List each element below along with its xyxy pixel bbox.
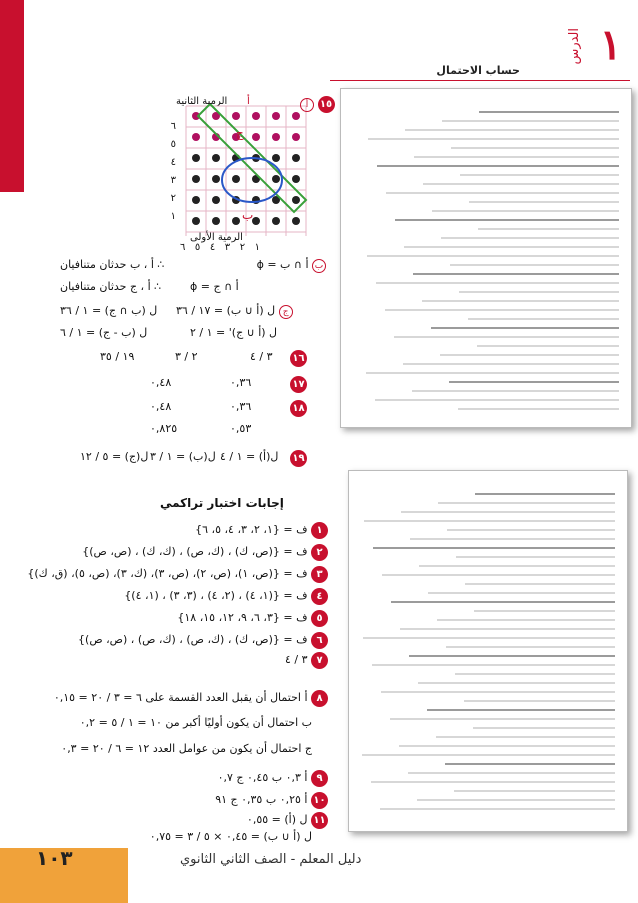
- answer-row: [177, 610, 328, 627]
- thumbnail-text-line: [391, 601, 615, 603]
- q18-d: ٠,٨٢٥: [150, 422, 178, 435]
- q16-b: ٢ / ٣: [175, 350, 198, 363]
- thumbnail-text-line: [445, 763, 615, 765]
- answer-number: ٦: [311, 632, 328, 649]
- answer-row: [215, 792, 328, 809]
- thumbnail-text-line: [441, 237, 619, 239]
- thumbnail-text-line: [400, 628, 615, 630]
- thumbnail-text-line: [382, 574, 615, 576]
- grid-dot: [252, 112, 260, 120]
- answer-row: [285, 652, 328, 669]
- thumbnail-text-line: [362, 754, 615, 756]
- dice-grid-figure: [176, 104, 334, 244]
- thumbnail-text-line: [373, 547, 615, 549]
- thumbnail-text-line: [412, 390, 619, 392]
- point-j-label: ج: [236, 126, 244, 140]
- q15-c-row: ج ل (أ ∪ ب) = ١٧ / ٣٦: [176, 304, 293, 319]
- answer-text: ل (أ ∪ ب) = ٠,٤٥ × ٥ / ٣ = ٠,٧٥: [149, 830, 312, 843]
- grid-dot: [232, 112, 240, 120]
- thumbnail-text-line: [419, 565, 615, 567]
- lesson-word: الدرس: [567, 28, 582, 65]
- thumbnail-text-line: [417, 799, 615, 801]
- thumbnail-text-line: [478, 228, 619, 230]
- thumbnail-text-line: [401, 511, 615, 513]
- grid-dot: [232, 217, 240, 225]
- answer-number: ٧: [311, 652, 328, 669]
- answer-number: ١١: [311, 812, 328, 829]
- grid-dot: [212, 196, 220, 204]
- q15-b2-left: ∴ أ ، ج حدثان متنافيان: [60, 280, 162, 293]
- answer-number: ١: [311, 522, 328, 539]
- thumbnail-text-line: [390, 718, 615, 720]
- grid-dot: [192, 196, 200, 204]
- grid-dot: [192, 154, 200, 162]
- thumbnail-text-line: [405, 129, 619, 131]
- q17-num: ١٧: [290, 376, 307, 393]
- grid-dot: [232, 175, 240, 183]
- thumbnail-text-line: [381, 691, 615, 693]
- thumbnail-text-line: [428, 592, 615, 594]
- thumbnail-text-line: [469, 201, 619, 203]
- answer-text: ف = {(ص، ك) ، (ك، ص) ، (ك، ص) ، (ص، ص)}: [78, 633, 308, 646]
- answer-row: [78, 632, 328, 649]
- red-side-tab: [0, 0, 24, 192]
- y-ticks: ٦ ٥ ٤ ٣ ٢ ١: [170, 121, 176, 222]
- grid-dot: [272, 112, 280, 120]
- grid-dot: [272, 175, 280, 183]
- answer-text: ف = {١، ٢، ٣، ٤، ٥، ٦}: [195, 523, 308, 536]
- thumbnail-page-151: [340, 88, 632, 428]
- thumbnail-text-line: [451, 147, 619, 149]
- q16-num: ١٦: [290, 350, 307, 367]
- thumbnail-text-line: [446, 646, 615, 648]
- grid-dot: [192, 175, 200, 183]
- answer-row: [80, 716, 312, 729]
- q17-b: ٠,٤٨: [150, 376, 172, 389]
- grid-dot: [252, 133, 260, 141]
- thumbnail-text-line: [394, 336, 619, 338]
- grid-dot: [272, 154, 280, 162]
- thumbnail-text-line: [399, 745, 615, 747]
- grid-dot: [292, 112, 300, 120]
- thumbnail-text-line: [368, 138, 619, 140]
- grid-dot: [272, 133, 280, 141]
- grid-dot: [292, 217, 300, 225]
- answer-row: [124, 588, 328, 605]
- thumbnail-text-line: [454, 790, 615, 792]
- q15-header: [300, 96, 335, 113]
- thumbnail-text-line: [465, 583, 615, 585]
- answer-row: [54, 690, 328, 707]
- answer-number: ١٠: [311, 792, 328, 809]
- q15-c-left: ل (ب ∩ ج) = ١ / ٣٦: [60, 304, 158, 317]
- point-a-label: أ: [247, 96, 250, 107]
- answer-number: ٣: [311, 566, 328, 583]
- thumbnail-text-line: [376, 282, 619, 284]
- answer-text: ٣ / ٤: [284, 653, 308, 666]
- thumbnail-text-line: [427, 709, 615, 711]
- answer-text: أ ٠,٢٥ ب ٠,٣٥ ج ٩١: [215, 793, 308, 806]
- footer-text: دليل المعلم - الصف الثاني الثانوي: [180, 852, 362, 867]
- thumbnail-text-line: [380, 808, 615, 810]
- thumbnail-text-line: [438, 502, 615, 504]
- grid-dot: [272, 217, 280, 225]
- q15-b-row: ب أ ∩ ب = ϕ: [176, 258, 326, 273]
- answer-row: [61, 742, 312, 755]
- q18-c: ٠,٥٣: [230, 422, 252, 435]
- thumbnail-text-line: [410, 538, 615, 540]
- grid-dot: [292, 133, 300, 141]
- answer-row: [82, 544, 328, 561]
- q15-c2-left: ل (ب - ج) = ١ / ٦: [60, 326, 148, 339]
- q15-b-left: ∴ أ ، ب حدثان متنافيان: [60, 258, 165, 271]
- q19-c: ل(ج) = ٥ / ١٢: [80, 450, 149, 463]
- page-number: ١٠٣: [36, 846, 73, 870]
- lesson-number: ١: [599, 20, 622, 69]
- thumbnail-page-152: [348, 470, 628, 832]
- thumbnail-text-line: [473, 727, 615, 729]
- q19-a: ل(أ) = ١ / ٤: [220, 450, 279, 463]
- thumbnail-text-line: [377, 165, 619, 167]
- thumbnail-text-line: [409, 655, 615, 657]
- thumbnail-text-line: [363, 637, 615, 639]
- thumbnail-text-line: [442, 120, 619, 122]
- answer-row: [218, 770, 328, 787]
- thumbnail-text-line: [474, 610, 615, 612]
- answer-text: ف = {(ص، ١)، (ص، ٢)، (ص، ٣)، (ك، ٣)، (ص، ٥)، (ق، ك)}: [27, 567, 308, 580]
- thumbnail-text-line: [404, 246, 619, 248]
- grid-dot: [212, 175, 220, 183]
- grid-dot: [192, 133, 200, 141]
- thumbnail-text-line: [436, 736, 615, 738]
- thumbnail-text-line: [464, 700, 615, 702]
- thumbnail-text-line: [366, 372, 619, 374]
- answer-number: ٨: [311, 690, 328, 707]
- q19-num: ١٩: [290, 450, 307, 467]
- header-divider: [330, 80, 630, 81]
- grid-dot: [292, 196, 300, 204]
- thumbnail-text-line: [447, 529, 615, 531]
- thumbnail-text-line: [408, 772, 615, 774]
- lesson-header: [520, 22, 630, 82]
- answer-text: ف = {(ص، ك) ، (ك، ص) ، (ك، ك) ، (ص، ص)}: [82, 545, 308, 558]
- thumbnail-text-line: [375, 399, 619, 401]
- thumbnail-text-line: [440, 354, 619, 356]
- answer-row: [150, 830, 312, 843]
- thumbnail-text-line: [403, 363, 619, 365]
- point-b-label: ب: [242, 208, 254, 222]
- thumbnail-text-line: [437, 619, 615, 621]
- thumbnail-text-line: [449, 381, 619, 383]
- thumbnail-text-line: [459, 291, 619, 293]
- thumbnail-text-line: [364, 520, 615, 522]
- thumbnail-text-line: [418, 682, 615, 684]
- q18-num: ١٨: [290, 400, 307, 417]
- thumbnail-text-line: [458, 408, 619, 410]
- question-number: ١٥: [318, 96, 335, 113]
- q18-b: ٠,٤٨: [150, 400, 172, 413]
- answer-number: ٩: [311, 770, 328, 787]
- answer-text: ف = {٣، ٦، ٩، ١٢، ١٥، ١٨}: [177, 611, 308, 624]
- answer-text: ل (أ) = ٠,٥٥: [246, 813, 308, 826]
- label-first-throw: الرمية الأولى: [190, 232, 243, 243]
- answer-text: أ ٠,٣ ب ٠,٤٥ ج ٠,٧: [217, 771, 308, 784]
- grid-dot: [192, 217, 200, 225]
- grid-dot: [292, 175, 300, 183]
- thumbnail-text-line: [423, 183, 619, 185]
- thumbnail-text-line: [455, 673, 615, 675]
- q17-a: ٠,٣٦: [230, 376, 252, 389]
- thumbnail-text-line: [450, 264, 619, 266]
- q15-c2-row: ل (أ ∪ ج)' = ١ / ٢: [190, 326, 278, 339]
- grid-dot: [212, 217, 220, 225]
- thumbnail-text-line: [468, 318, 619, 320]
- thumbnail-text-line: [479, 111, 619, 113]
- answer-number: ٥: [311, 610, 328, 627]
- thumbnail-text-line: [431, 327, 619, 329]
- q18-a: ٠,٣٦: [230, 400, 252, 413]
- answer-number: ٢: [311, 544, 328, 561]
- thumbnail-text-line: [422, 300, 619, 302]
- section-title: إجابات اختبار تراكمي: [160, 496, 284, 510]
- thumbnail-text-line: [475, 493, 615, 495]
- q19-b: ل(ب) = ١ / ٣: [150, 450, 216, 463]
- thumbnail-text-line: [456, 556, 615, 558]
- x-ticks: ١ ٢ ٣ ٤ ٥ ٦: [180, 242, 260, 253]
- thumbnail-text-line: [477, 345, 619, 347]
- q16-a: ٣ / ٤: [250, 350, 273, 363]
- answer-text: أ احتمال أن يقبل العدد القسمة على ٦ = ٣ / ٢٠ = ٠,١٥: [53, 691, 308, 704]
- option-badge: أ: [300, 98, 314, 112]
- thumbnail-text-line: [372, 664, 615, 666]
- answer-text: ف = {(١، ٤) ، (٢، ٤) ، (٣، ٣) ، (١، ٤)}: [124, 589, 308, 602]
- thumbnail-text-line: [432, 210, 619, 212]
- thumbnail-text-line: [385, 309, 619, 311]
- thumbnail-text-line: [395, 219, 619, 221]
- q16-c: ١٩ / ٣٥: [100, 350, 135, 363]
- label-second-throw: الرمية الثانية: [176, 96, 228, 107]
- answer-row: [27, 566, 328, 583]
- q15-b2-row: أ ∩ ج = ϕ: [190, 280, 239, 293]
- thumbnail-text-line: [367, 255, 619, 257]
- grid-dot: [292, 154, 300, 162]
- answer-text: ج احتمال أن يكون من عوامل العدد ١٢ = ٦ / ٢٠ = ٠,٣: [61, 742, 312, 755]
- thumbnail-text-line: [413, 273, 619, 275]
- grid-dot: [212, 154, 220, 162]
- answer-row: [247, 812, 328, 829]
- answer-number: ٤: [311, 588, 328, 605]
- thumbnail-text-line: [386, 192, 619, 194]
- answer-text: ب احتمال أن يكون أوليًا أكبر من ١٠ = ١ / ٥ = ٠,٢: [79, 716, 312, 729]
- thumbnail-text-line: [414, 156, 619, 158]
- thumbnail-text-line: [460, 174, 619, 176]
- thumbnail-text-line: [371, 781, 615, 783]
- answer-row: [195, 522, 328, 539]
- lesson-title: حساب الاحتمال: [436, 64, 520, 77]
